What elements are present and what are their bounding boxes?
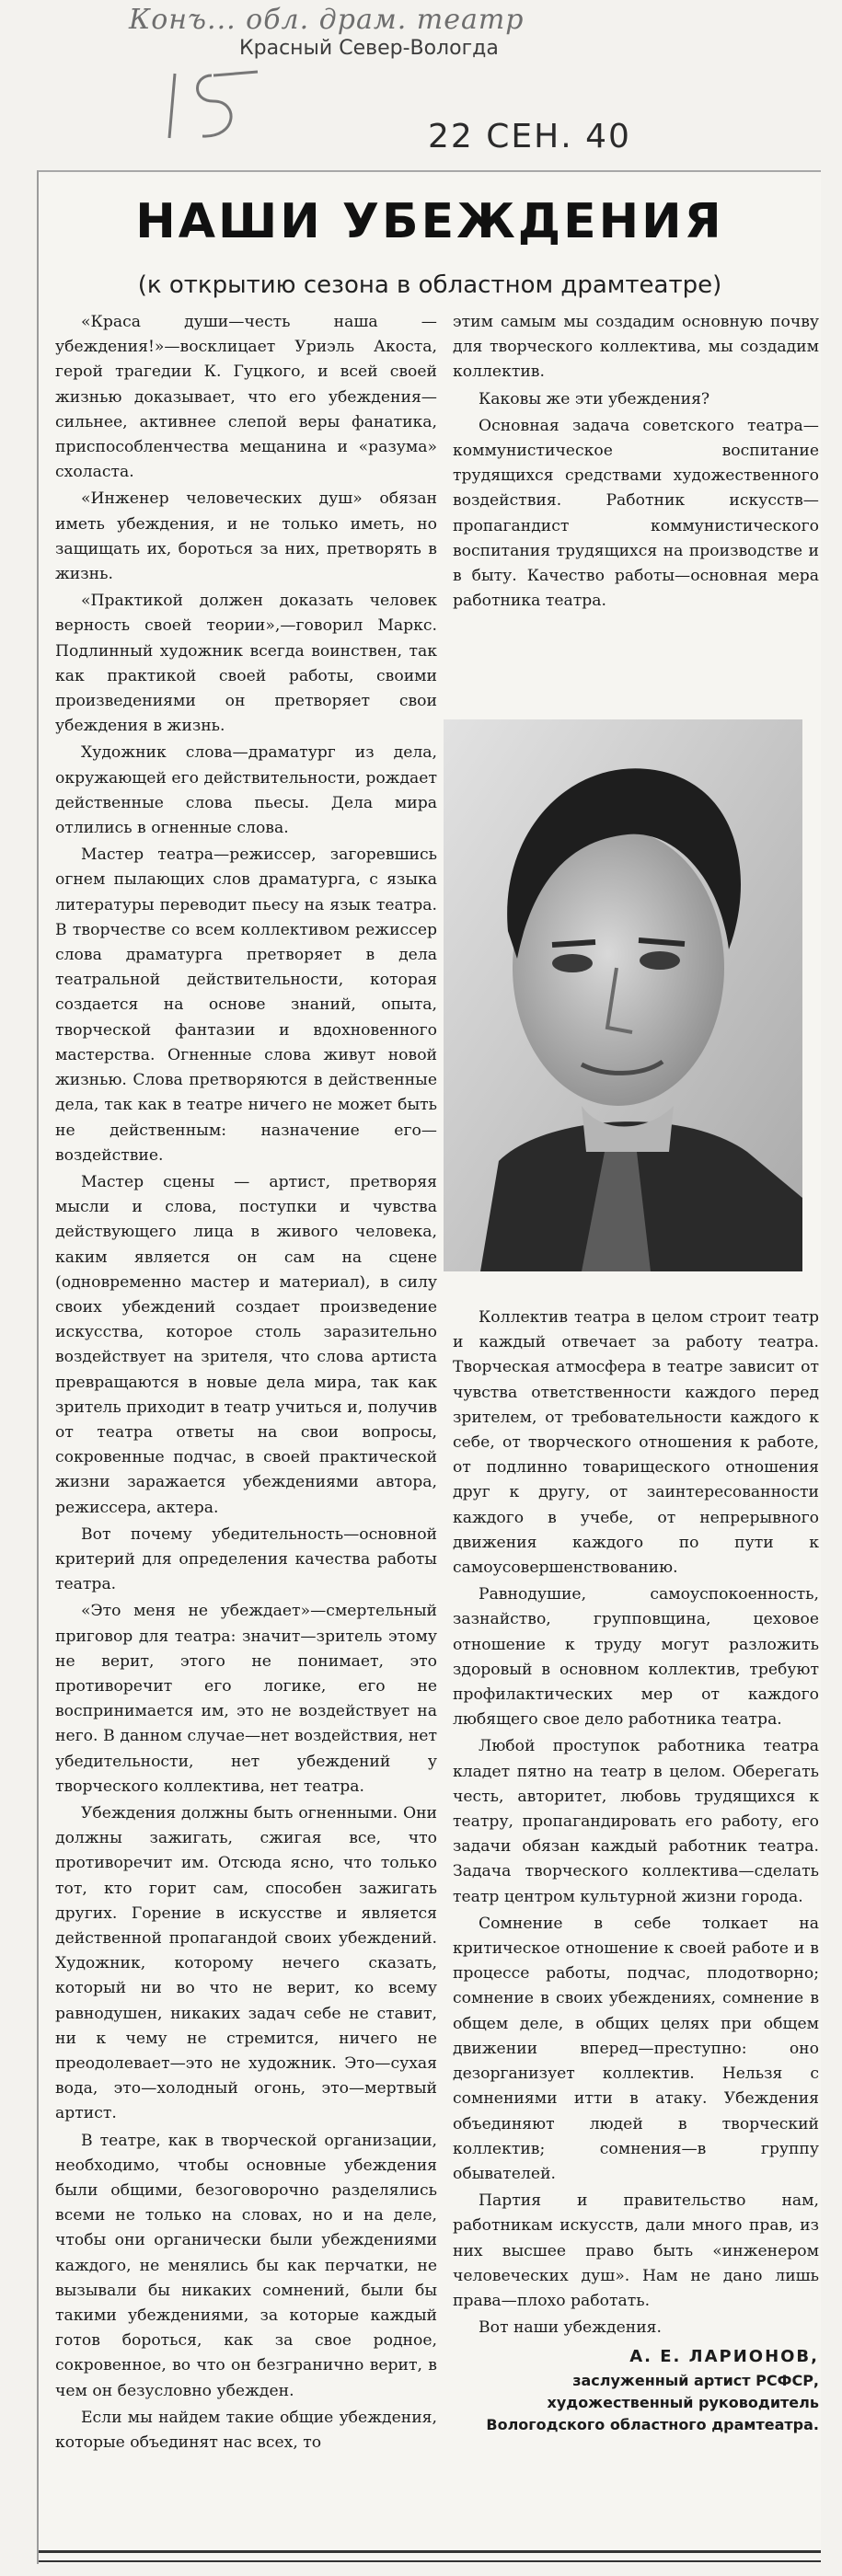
paragraph: Равнодушие, самоуспокоенность, зазнайство, групповщина, цеховое отношение к труду могут разложить здоровый в основном коллектив, требуют профилактических мер от каждого любящего свое дело работника театра. — [453, 1585, 819, 1730]
paragraph: Мастер театра—режиссер, загоревшись огнем пылающих слов драматурга, с языка литературы переводит пьесу на язык театра. В творчестве со всем коллективом режиссер слова драматурга претворяет в дела театральной действительности, которая создается на основе знаний, опыта, творческой фантазии и вдохновенного мастерства. Огненные слова живут новой жизнью. Слова претворяются в действенные дела, так как в театре ничего не может быть не действенным: назначение его—воздействие. — [55, 845, 437, 1165]
author-title: заслуженный артист РСФСР, художественный руководитель Вологодского областного драмтеатра. — [486, 2371, 819, 2433]
paragraph: Мастер сцены — артист, претворяя мысли и слова, поступки и чувства действующего лица в живого человека, каким является он сам на сцене (одновременно мастер и материал), в силу своих убеждений создает произведение искусства, которое столь заразительно воздействует на зрителя, что слова артиста превращаются в новые дела мира, так как зритель приходит в театр учиться и, получив от театра ответы на свои вопросы, сокровенные подчас, в своей практической жизни заражается убеждениями автора, режиссера, актера. — [55, 1172, 437, 1517]
paragraph: «Краса души—честь наша — убеждения!»—восклицает Уриэль Акоста, герой трагедии К. Гуцкого, и всей своей жизнью доказывает, что его убеждения—сильнее, активнее слепой веры фанатика, приспособленчества мещанина и «разума» схоласта. — [55, 313, 437, 482]
paragraph: Убеждения должны быть огненными. Они должны зажигать, сжигая все, что противоречит им. Отсюда ясно, что только тот, кто горит сам, способен зажигать других. Горение в искусстве и является действенной пропагандой своих убеждений. Художник, которому нечего сказать, который ни во что не верит, ко всему равнодушен, никаких задач себе не ставит, ни к чему не стремится, ничего не преодолевает—это не художник. Это—сухая вода, это—холодный огонь, это—мертвый артист. — [55, 1803, 437, 2123]
archive-header — [0, 0, 842, 161]
article-left-column — [55, 310, 437, 2555]
article-subtitle: (к открытию сезона в областном драмтеатре) — [137, 271, 722, 299]
paragraph: «Это меня не убеждает»—смертельный приговор для театра: значит—зритель этому не верит, этого не понимает, это противоречит его логике, его не воспринимается им, это не воздействует на него. В данном случае—нет воздействия, нет убедительности, нет убеждений у творческого коллектива, нет театра. — [55, 1602, 437, 1796]
paragraph: Партия и правительство нам, работникам искусств, дали много прав, из них высшее право быть «инженером человеческих душ». Нам не дано лишь права—плохо работать. — [453, 2191, 819, 2310]
paragraph: Вот почему убедительность—основной критерий для определения качества работы театра. — [55, 1524, 437, 1594]
article-right-column-bottom — [453, 1305, 819, 2553]
paragraph: Вот наши убеждения. — [479, 2318, 662, 2338]
handwritten-number-mark — [156, 64, 276, 147]
paragraph: Каковы же эти убеждения? — [479, 389, 710, 408]
paragraph: «Инженер человеческих душ» обязан иметь убеждения, и не только иметь, но защищать их, бороться за них, претворять в жизнь. — [55, 489, 437, 584]
portrait-illustration — [444, 719, 802, 1271]
paragraph: Если мы найдем такие общие убеждения, которые объединят нас всех, то — [55, 2408, 437, 2453]
bottom-rule — [39, 2550, 821, 2562]
portrait-photo — [444, 719, 802, 1271]
paragraph: Коллектив театра в целом строит театр и каждый отвечает за работу театра. Творческая атмосфера в театре зависит от чувства ответственности каждого перед зрителем, от требовательности каждого к себе, от творческого отношения к работе, от подлинно товарищеского отношения друг к другу, от заинтересованности каждого в учебе, от непрерывного движения каждого по пути к самоусовершенствованию. — [453, 1308, 819, 1578]
paragraph: Сомнение в себе толкает на критическое отношение к своей работе и в процессе работы, подчас, плодотворно; сомнение в своих убеждениях, сомнение в общем деле, в общих целях при общем движении вперед—преступно: оно дезорганизует коллектив. Нельзя с сомнениями итти в атаку. Убеждения объединяют людей в творческий коллектив; сомнения—в группу обывателей. — [453, 1914, 819, 2183]
date-stamp: 22 СЕН. 40 — [428, 118, 631, 155]
article-title: НАШИ УБЕЖДЕНИЯ — [135, 194, 724, 249]
article-clipping — [37, 170, 821, 2564]
author-name: А. Е. ЛАРИОНОВ, — [629, 2347, 819, 2367]
paragraph: Любой проступок работника театра кладет пятно на театр в целом. Оберегать честь, авторитет, любовь трудящихся к театру, пропагандировать его работу, его задачи обязан каждый работник театра. Задача творческого коллектива—сделать театр центром культурной жизни города. — [453, 1737, 819, 1906]
handwritten-note: Конъ... обл. драм. театр — [129, 4, 525, 36]
author-signature — [453, 2344, 819, 2435]
paragraph: Основная задача советского театра—коммунистическое воспитание трудящихся средствами художественного воздействия. Работник искусств—пропагандист коммунистического воспитания трудящихся на производстве и в быту. Качество работы—основная мера работника театра. — [453, 416, 819, 611]
paragraph: Художник слова—драматург из дела, окружающей его действительности, рождает действенные слова пьесы. Дела мира отлились в огненные слова. — [55, 743, 437, 838]
paragraph: «Практикой должен доказать человек верность своей теории»,—говорил Маркс. Подлинный художник всегда воинствен, так как практикой своей работы, своими произведениями он претворяет свои убеждения в жизнь. — [55, 592, 437, 736]
paragraph: этим самым мы создадим основную почву для творческого коллектива, мы создадим коллектив. — [453, 313, 819, 382]
newspaper-source: Красный Север-Вологда — [239, 37, 499, 60]
paragraph: В театре, как в творческой организации, необходимо, чтобы основные убеждения были общими, безоговорочно разделялись всеми не только на словах, но и на деле, чтобы они органически были убеждениями каждого, не менялись бы как перчатки, не вызывали бы никаких сомнений, были бы такими убеждениями, за которые каждый готов бороться, как за свое родное, сокровенное, во что он безгранично верит, в чем он безусловно убежден. — [55, 2131, 437, 2400]
